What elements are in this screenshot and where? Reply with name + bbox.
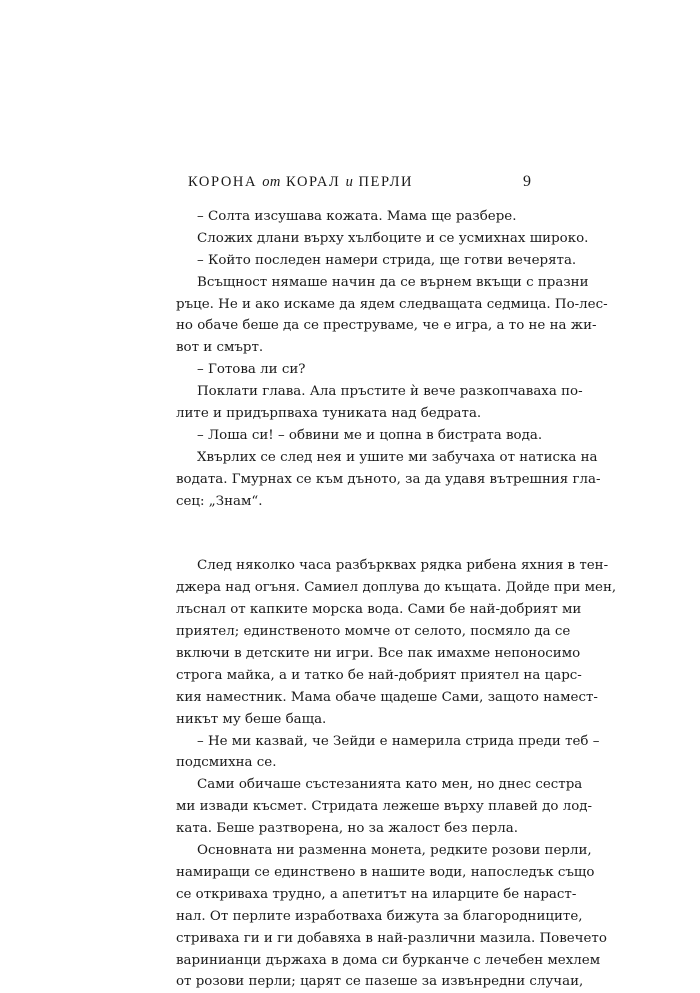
text-line: от розови перли; царят се пазеше за извънредни случаи, xyxy=(176,974,584,990)
text-line: лъснал от капките морска вода. Сами бе най-добрият ми xyxy=(176,602,582,618)
text-line: кия наместник. Мама обаче щадеше Сами, защото намест- xyxy=(176,689,598,705)
text-line: Всъщност нямаше начин да се върнем вкъщи с празни xyxy=(197,274,589,290)
text-line: лите и придърпваха туниката над бедрата. xyxy=(176,406,482,422)
text-line: ръце. Не и ако искаме да ядем следващата седмица. По-лес- xyxy=(176,296,608,312)
text-line: но обаче беше да се преструваме, че е игра, а то не на жи- xyxy=(176,318,597,334)
text-line: подсмихна се. xyxy=(176,755,277,771)
text-line: Поклати глава. Ала пръстите ѝ вече разкопчаваха по- xyxy=(197,384,583,400)
text-section-1 xyxy=(176,206,608,512)
text-line: строга майка, а и татко бе най-добрият приятел на царс- xyxy=(176,667,582,683)
running-title xyxy=(188,174,413,191)
text-line: – Не ми казвай, че Зейди е намерила стрида преди теб – xyxy=(197,733,600,749)
title-word-of: от xyxy=(262,174,281,190)
title-word-coral: КОРАЛ xyxy=(286,174,341,190)
body-text xyxy=(176,206,617,993)
title-word-crown: КОРОНА xyxy=(188,174,258,190)
text-line: ми извади късмет. Стридата лежеше върху плавей до лод- xyxy=(176,799,593,815)
text-line: никът му беше баща. xyxy=(176,711,327,727)
text-line: Хвърлих се след нея и ушите ми забучаха от натиска на xyxy=(197,449,598,465)
running-header xyxy=(176,174,531,196)
text-line: ката. Беше разтворена, но за жалост без перла. xyxy=(176,821,518,837)
text-line: – Готова ли си? xyxy=(197,362,306,378)
text-line: сец: „Знам“. xyxy=(176,493,263,509)
text-line: нал. От перлите изработваха бижута за благородниците, xyxy=(176,908,583,924)
text-line: Сами обичаше състезанията като мен, но днес сестра xyxy=(197,777,583,793)
text-line: вот и смърт. xyxy=(176,340,264,356)
text-line: намиращи се единствено в нашите води, напоследък също xyxy=(176,864,595,880)
section-break xyxy=(176,512,531,555)
text-line: джера над огъня. Самиел доплува до къщата. Дойде при мен, xyxy=(176,580,617,596)
text-line: включи в детските ни игри. Все пак имахме непоносимо xyxy=(176,646,581,662)
title-word-and: и xyxy=(345,174,354,190)
text-line: – Лоша си! – обвини ме и цопна в бистрата вода. xyxy=(197,427,543,443)
text-line: – Който последен намери стрида, ще готви вечерята. xyxy=(197,252,577,268)
text-line: приятел; единственото момче от селото, посмяло да се xyxy=(176,624,571,640)
text-line: водата. Гмурнах се към дъното, за да удавя вътрешния гла- xyxy=(176,471,601,487)
title-word-pearls: ПЕРЛИ xyxy=(358,174,414,190)
text-line: Сложих длани върху хълбоците и се усмихнах широко. xyxy=(197,230,589,246)
text-line: След няколко часа разбърквах рядка рибена яхния в тен- xyxy=(197,558,609,574)
text-line: стриваха ги и ги добавяха в най-различни мазила. Повечето xyxy=(176,930,607,946)
text-section-2 xyxy=(176,555,617,993)
text-line: се откриваха трудно, а апетитът на иларците бе нараст- xyxy=(176,886,577,902)
text-line: варинианци държаха в дома си бурканче с лечебен мехлем xyxy=(176,952,601,968)
text-line: – Солта изсушава кожата. Мама ще разбере. xyxy=(197,209,517,224)
text-line: Основната ни разменна монета, редките розови перли, xyxy=(197,843,592,859)
page-number: 9 xyxy=(523,173,531,190)
